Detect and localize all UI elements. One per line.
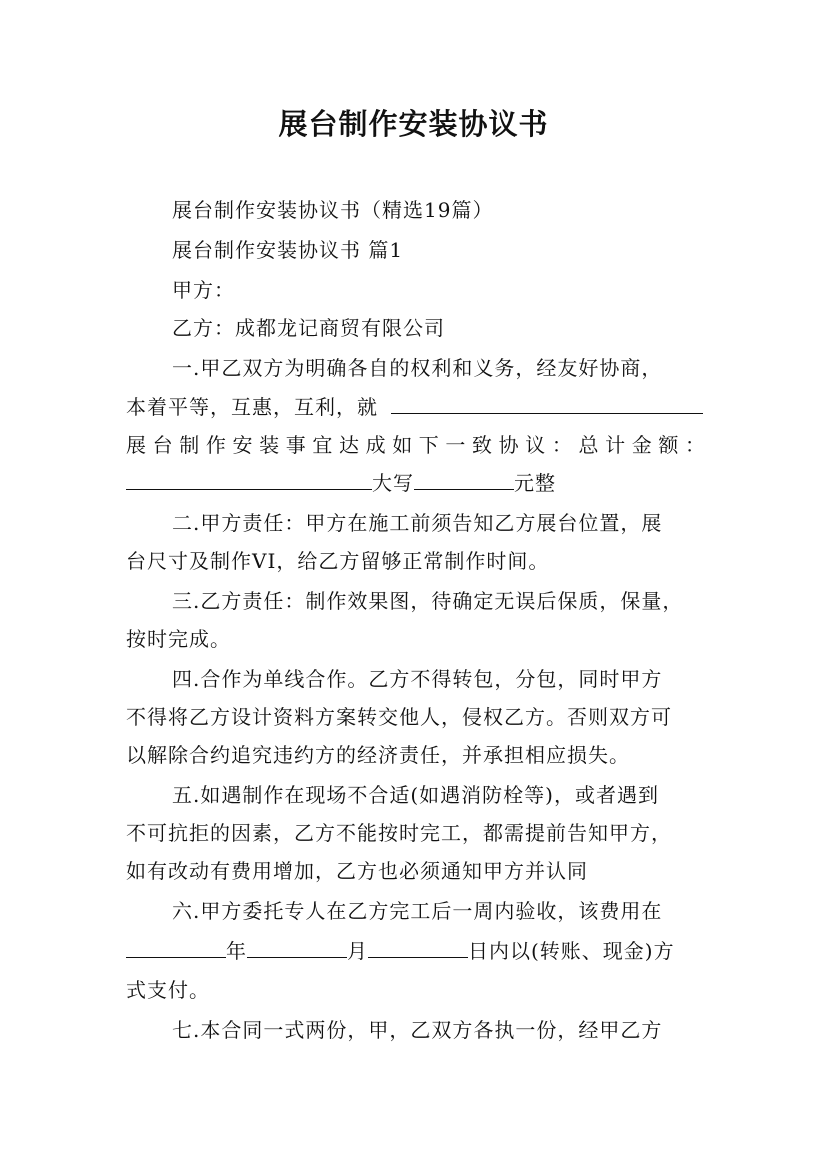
clause-4-line-2: 不得将乙方设计资料方案转交他人，侵权乙方。否则双方可 — [126, 705, 672, 729]
clause-4-line-3: 以解除合约追究违约方的经济责任，并承担相应损失。 — [126, 743, 630, 767]
clause-2-line-1: 二.甲方责任：甲方在施工前须告知乙方展台位置，展 — [172, 511, 663, 535]
year-blank — [126, 937, 226, 958]
clause-1-line-4 — [126, 469, 706, 497]
payment-method-text: 日内以(转账、现金)方 — [468, 939, 675, 963]
clause-1-line-3: 展台制作安装事宜达成如下一致协议：总计金额： — [126, 433, 706, 457]
day-blank — [368, 937, 468, 958]
month-blank — [247, 937, 347, 958]
amount-unit-label: 元整 — [514, 471, 556, 495]
clause-3-line-2: 按时完成。 — [126, 627, 231, 651]
amount-uppercase-label: 大写 — [372, 471, 414, 495]
clause-3-line-1: 三.乙方责任：制作效果图，待确定无误后保质，保量， — [172, 589, 684, 613]
clause-5-line-2: 不可抗拒的因素，乙方不能按时完工，都需提前告知甲方， — [126, 821, 672, 845]
amount-blank — [126, 469, 372, 490]
clause-5-line-1: 五.如遇制作在现场不合适(如遇消防栓等)，或者遇到 — [172, 783, 659, 807]
clause-6-line-1: 六.甲方委托专人在乙方完工后一周内验收，该费用在 — [172, 899, 663, 923]
clause-1-text: 本着平等，互惠，互利，就 — [126, 395, 378, 419]
section-heading: 展台制作安装协议书 篇1 — [172, 238, 404, 262]
document-title: 展台制作安装协议书 — [278, 107, 549, 141]
clause-2-line-2: 台尺寸及制作VI，给乙方留够正常制作时间。 — [126, 549, 550, 573]
clause-1-line-2 — [126, 393, 706, 421]
amount-uppercase-blank — [414, 469, 514, 490]
party-a-line: 甲方： — [172, 278, 235, 302]
month-label: 月 — [347, 939, 368, 963]
clause-1-line-1: 一.甲乙双方为明确各自的权利和义务，经友好协商， — [172, 356, 663, 380]
year-label: 年 — [226, 939, 247, 963]
project-blank — [391, 393, 703, 414]
clause-7-line-1: 七.本合同一式两份，甲，乙双方各执一份，经甲乙方 — [172, 1018, 663, 1042]
clause-6-line-3: 式支付。 — [126, 978, 210, 1002]
clause-6-line-2 — [126, 937, 706, 965]
clause-4-line-1: 四.合作为单线合作。乙方不得转包，分包，同时甲方 — [172, 667, 663, 691]
party-b-line: 乙方：成都龙记商贸有限公司 — [172, 316, 445, 340]
clause-5-line-3: 如有改动有费用增加，乙方也必须通知甲方并认同 — [126, 859, 588, 883]
document-subtitle: 展台制作安装协议书（精选19篇） — [172, 198, 494, 222]
